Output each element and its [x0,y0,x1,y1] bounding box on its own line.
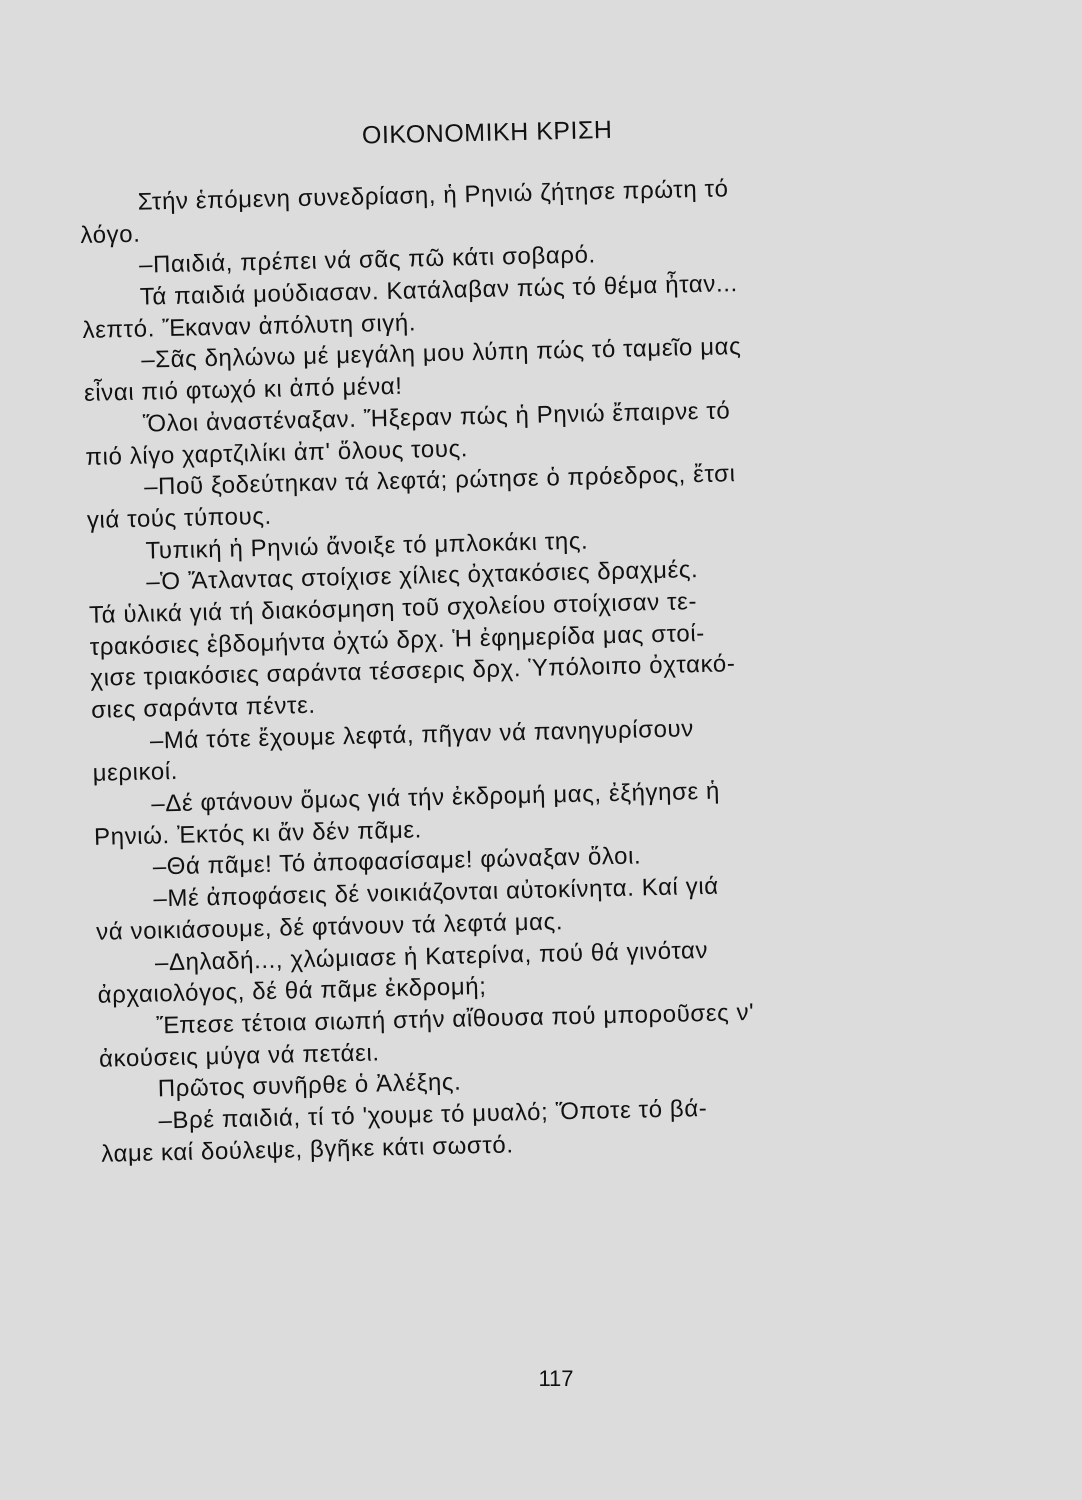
text-line: Ὅλοι ἀναστέναξαν. Ἤξεραν πώς ἡ Ρηνιώ ἔπαιρνε τό [142,397,731,438]
text-line: Τυπική ἡ Ρηνιώ ἄνοιξε τό μπλοκάκι της. [145,527,589,565]
text-line: χισε τριακόσιες σαράντα τέσσερις δρχ. Ὑπόλοιπο ὀχτακό- [90,650,736,693]
text-line: λεπτό. Ἔκαναν ἀπόλυτη σιγή. [82,309,417,344]
text-line: ἀκούσεις μύγα νά πετάει. [98,1038,380,1073]
text-line: –Σᾶς δηλώνω μέ μεγάλη μου λύπη πώς τό ταμεῖο μας [140,333,742,375]
chapter-title: ΟΙΚΟΝΟΜΙΚΗ ΚΡΙΣΗ [361,115,613,150]
text-line: εἶναι πιό φτωχό κι ἀπό μένα! [83,372,403,408]
text-line: ἀρχαιολόγος, δέ θά πᾶμε ἐκδρομή; [97,973,487,1009]
text-line: τρακόσιες ἑβδομήντα ὀχτώ δρχ. Ἡ ἐφημερίδα μας στοί- [89,619,706,661]
text-line: –Μά τότε ἔχουμε λεφτά, πῆγαν νά πανηγυρίσουν [149,714,695,755]
text-line: πιό λίγο χαρτζιλίκι ἀπ' ὅλους τους. [85,434,469,471]
text-line: Τά ὑλικά γιά τή διακόσμηση τοῦ σχολείου στοίχισαν τε- [88,588,698,629]
text-line: Πρῶτος συνῆρθε ὁ Ἀλέξης. [157,1068,462,1103]
text-line: –Παιδιά, πρέπει νά σᾶς πῶ κάτι σοβαρό. [138,241,597,280]
text-line: –Βρέ παιδιά, τί τό 'χουμε τό μυαλό; Ὅποτε τό βά- [158,1094,708,1135]
text-line: Στήν ἑπόμενη συνεδρίαση, ἡ Ρηνιώ ζήτησε πρώτη τό [137,175,729,216]
text-line: λόγο. [80,220,141,249]
text-line: Ἔπεσε τέτοια σιωπή στήν αἴθουσα πού μποροῦσες ν' [156,998,755,1040]
text-line: –Θά πᾶμε! Τό ἀποφασίσαμε! φώναξαν ὅλοι. [152,842,642,881]
text-line: γιά τούς τύπους. [86,502,273,534]
text-line: –Δηλαδή..., χλώμιασε ἡ Κατερίνα, πού θά γινόταν [154,936,709,976]
text-line: –Δέ φτάνουν ὅμως γιά τήν ἐκδρομή μας, ἐξήγησε ἡ [151,777,721,818]
page-number: 117 [538,1366,574,1391]
text-line: μερικοί. [92,758,179,788]
text-line: –Ποῦ ξοδεύτηκαν τά λεφτά; ρώτησε ὁ πρόεδρος, ἔτσι [143,460,736,501]
text-line: νά νοικιάσουμε, δέ φτάνουν τά λεφτά μας. [95,908,564,946]
text-line: –Μέ ἀποφάσεις δέ νοικιάζονται αὐτοκίνητα. Καί γιά [153,872,720,913]
text-line: –Ὁ Ἄτλαντας στοίχισε χίλιες ὀχτακόσιες δραχμές. [146,556,699,596]
text-line: λαμε καί δούλεψε, βγῆκε κάτι σωστό. [100,1131,514,1168]
text-block [78,110,891,1172]
text-line: σιες σαράντα πέντε. [90,691,316,724]
text-line: Τά παιδιά μούδιασαν. Κατάλαβαν πώς τό θέμα ἦταν... [139,270,739,311]
text-line: Ρηνιώ. Ἐκτός κι ἄν δέν πᾶμε. [93,816,423,851]
